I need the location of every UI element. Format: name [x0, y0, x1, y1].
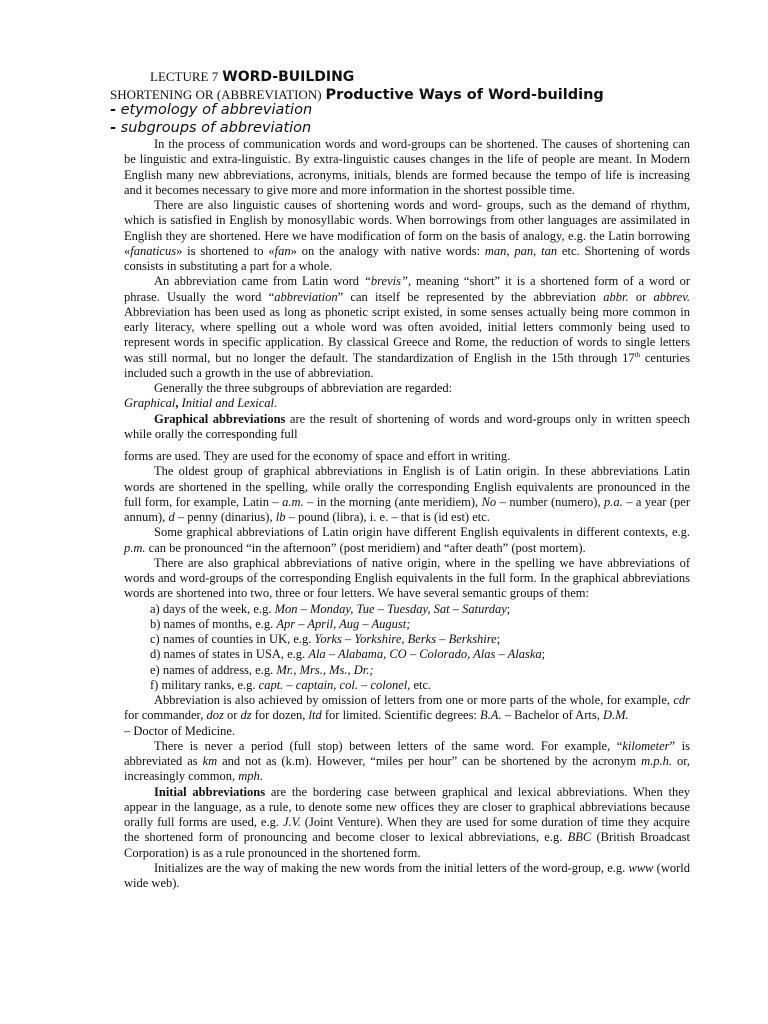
- list-item: b) names of months, e.g. Apr – April, Aug – August;: [150, 616, 411, 631]
- paragraph: Abbreviation is also achieved by omission of letters from one or more parts of the whole, for example, cdr for commander, doz or dz for dozen, ltd for limited. Scientific degrees: B.A. – Bachelor of Arts, D.M.: [124, 693, 690, 723]
- subtitle-serif: SHORTENING OR (ABBREVIATION): [110, 87, 322, 102]
- lecture-heading: [150, 68, 354, 86]
- list-item: e) names of address, e.g. Mr., Mrs., Ms., Dr.;: [150, 662, 374, 677]
- bullet-dash: -: [110, 102, 117, 118]
- paragraph: The oldest group of graphical abbreviations in English is of Latin origin. In these abbreviations Latin words are shortened in the spelling, while orally the corresponding English equivalents are pronounced in the full form, for example, Latin – a.m. – in the morning (ante meridiem), No – number (numero), p.a. – a year (per annum), d – penny (dinarius), lb – pound (libra), i. e. – that is (id est) etc.: [124, 464, 690, 524]
- subtitle-sans: Productive Ways of Word-building: [325, 87, 604, 103]
- body-text: [124, 137, 690, 891]
- list-item: d) names of states in USA, e.g. Ala – Alabama, CO – Colorado, Alas – Alaska;: [150, 647, 546, 662]
- paragraph: Initializes are the way of making the new words from the initial letters of the word-group, e.g. www (world wide web).: [124, 860, 691, 890]
- paragraph: Graphical, Initial and Lexical.: [124, 396, 278, 411]
- paragraph: Some graphical abbreviations of Latin origin have different English equivalents in different contexts, e.g. p.m. can be pronounced “in the afternoon” (post meridiem) and “after death” (post mortem).: [124, 525, 690, 555]
- paragraph: – Doctor of Medicine.: [124, 723, 236, 738]
- bullet-dash: -: [110, 120, 117, 136]
- bullet-text: etymology of abbreviation: [120, 102, 313, 118]
- list-item: f) military ranks, e.g. capt. – captain, col. – colonel, etc.: [150, 677, 432, 692]
- paragraph: An abbreviation came from Latin word “brevis”, meaning “short” it is a shortened form of a word or phrase. Usually the word “abbreviation” can itself be represented by the abbreviation abbr. or abbrev. Abbreviation has been used as long as phonetic script existed, in some senses actually being more common in early literacy, where spelling out a whole word was often avoided, initial letters commonly being used to represent words in specific application. By classical Greece and Rome, the reduction of words to single letters was still normal, but no longer the default. The standardization of English in the 15th through 17th centuries included such a growth in the use of abbreviation.: [124, 274, 690, 380]
- bullet-item: [110, 121, 311, 137]
- lecture-title: WORD-BUILDING: [222, 69, 355, 85]
- list-item: a) days of the week, e.g. Mon – Monday, Tue – Tuesday, Sat – Saturday;: [150, 601, 511, 616]
- paragraph: There is never a period (full stop) between letters of the same word. For example, “kilometer” is abbreviated as km and not as (k.m). However, “miles per hour” can be shortened by the acronym m.p.h. or, increasingly common, mph.: [124, 738, 690, 784]
- paragraph: Generally the three subgroups of abbreviation are regarded:: [154, 381, 453, 395]
- paragraph: forms are used. They are used for the economy of space and effort in writing.: [124, 449, 511, 463]
- paragraph: There are also linguistic causes of shortening words and word- groups, such as the demand of rhythm, which is satisfied in English by monosyllabic words. When borrowings from other languages are assimilated in English they are shortened. Here we have modification of form on the basis of analogy, e.g. the Latin borrowing «fanaticus» is shortened to «fan» on the analogy with native words: man, pan, tan etc. Shortening of words consists in substituting a part for a whole.: [124, 198, 690, 273]
- paragraph: Graphical abbreviations are the result of shortening of words and word-groups only in written speech while orally the corresponding full: [124, 411, 690, 441]
- bullet-item: [110, 103, 312, 119]
- paragraph: There are also graphical abbreviations of native origin, where in the spelling we have abbreviations of words and word-groups of the corresponding English equivalents in the full form. In the graphical abbreviations words are shortened into two, three or four letters. We have several semantic groups of them:: [124, 555, 690, 601]
- list-item: c) names of counties in UK, e.g. Yorks – Yorkshire, Berks – Berkshire;: [150, 632, 501, 646]
- paragraph: Initial abbreviations are the bordering case between graphical and lexical abbreviations. When they appear in the language, as a rule, to denote some new offices they are closer to graphical abbreviations because orally full forms are used, e.g. J.V. (Joint Venture). When they are used for some duration of time they acquire the shortened form of pronouncing and become closer to lexical abbreviations, e.g. BBC (British Broadcast Corporation) is as a rule pronounced in the shortened form.: [124, 784, 690, 860]
- lecture-label: LECTURE 7: [150, 69, 219, 84]
- paragraph: In the process of communication words and word-groups can be shortened. The causes of shortening can be linguistic and extra-linguistic. By extra-linguistic causes changes in the life of people are meant. In Modern English many new abbreviations, acronyms, initials, blends are formed because the tempo of life is increasing and it becomes necessary to give more and more information in the shortest possible time.: [124, 137, 690, 197]
- bullet-text: subgroups of abbreviation: [120, 120, 312, 136]
